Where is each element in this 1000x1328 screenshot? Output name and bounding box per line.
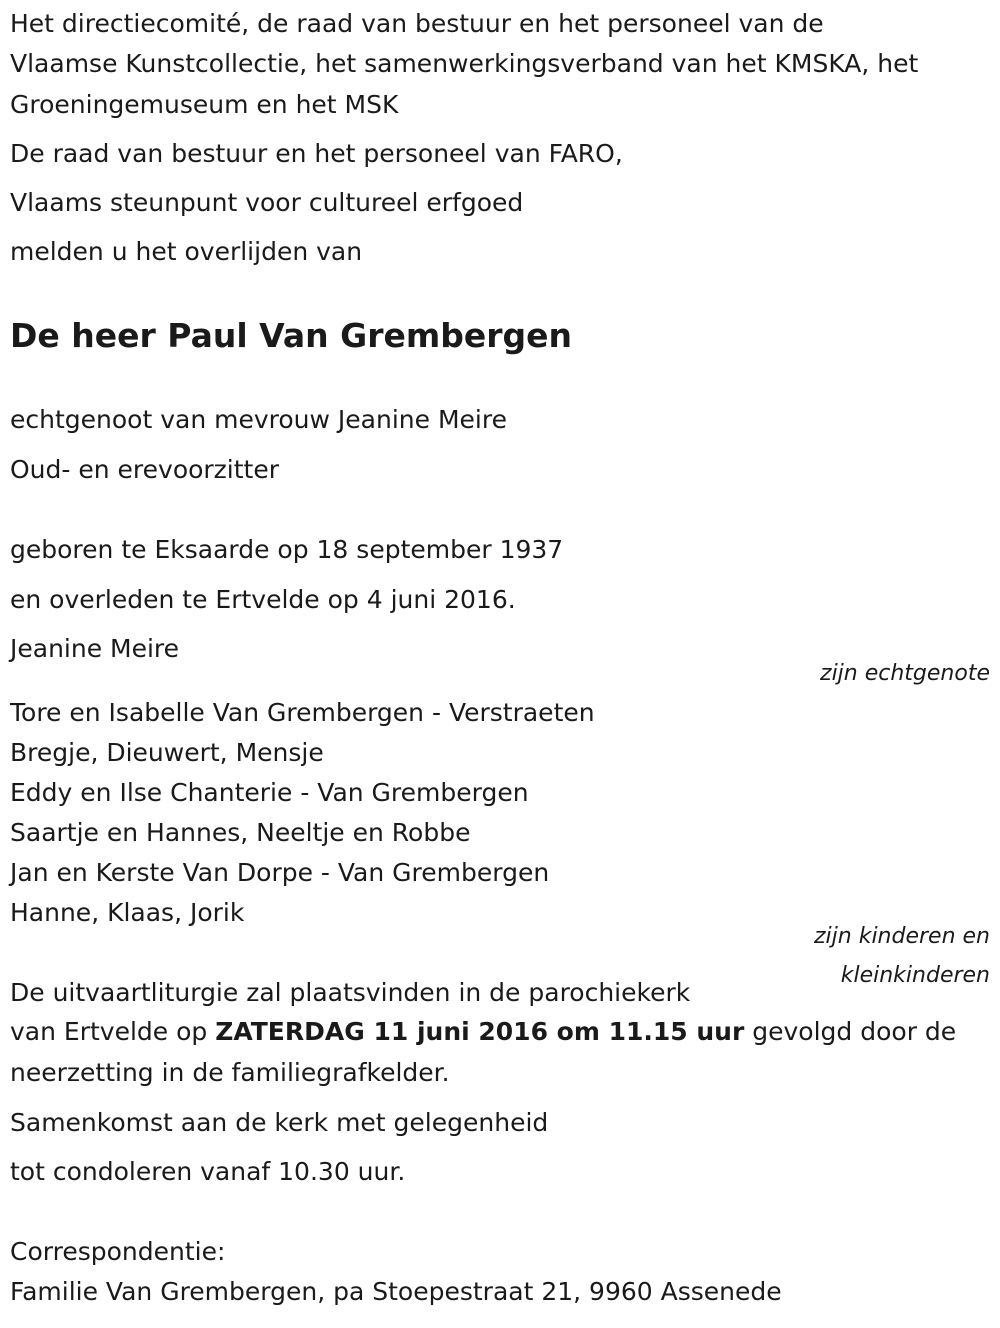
- funeral-date-time: ZATERDAG 11 juni 2016 om 11.15 uur: [215, 1017, 745, 1046]
- funeral-line-3: neerzetting in de familiegrafkelder.: [10, 1058, 450, 1087]
- role-line: Oud- en erevoorzitter: [10, 455, 280, 484]
- gathering-line-1: Samenkomst aan de kerk met gelegenheid: [10, 1108, 549, 1137]
- funeral-line-2-post: gevolgd door de: [744, 1017, 957, 1046]
- deceased-name: De heer Paul Van Grembergen: [10, 316, 573, 355]
- gathering-line-2: tot condoleren vanaf 10.30 uur.: [10, 1157, 406, 1186]
- children-line-1: Tore en Isabelle Van Grembergen - Verstraeten: [10, 698, 595, 727]
- funeral-line-2: [10, 1016, 956, 1048]
- intro-line-3: Groeningemuseum en het MSK: [10, 90, 399, 119]
- funeral-line-1: De uitvaartliturgie zal plaatsvinden in de parochiekerk: [10, 978, 691, 1007]
- intro-line-2: Vlaamse Kunstcollectie, het samenwerkingsverband van het KMSKA, het: [10, 49, 919, 78]
- intro-line-6: melden u het overlijden van: [10, 237, 363, 266]
- intro-line-1: Het directiecomité, de raad van bestuur en het personeel van de: [10, 9, 824, 38]
- died-line: en overleden te Ertvelde op 4 juni 2016.: [10, 585, 516, 614]
- correspondence-address: Familie Van Grembergen, pa Stoepestraat 21, 9960 Assenede: [10, 1277, 782, 1306]
- correspondence-label: Correspondentie:: [10, 1237, 226, 1266]
- children-line-4: Saartje en Hannes, Neeltje en Robbe: [10, 818, 471, 847]
- children-line-6: Hanne, Klaas, Jorik: [10, 898, 245, 927]
- intro-line-4: De raad van bestuur en het personeel van FARO,: [10, 139, 623, 168]
- funeral-line-2-pre: van Ertvelde op: [10, 1017, 216, 1046]
- children-label-1: zijn kinderen en: [814, 924, 990, 949]
- children-label-2: kleinkinderen: [840, 963, 990, 988]
- children-line-5: Jan en Kerste Van Dorpe - Van Grembergen: [10, 858, 550, 887]
- spouse-label: zijn echtgenote: [820, 661, 990, 686]
- children-line-2: Bregje, Dieuwert, Mensje: [10, 738, 324, 767]
- intro-line-5: Vlaams steunpunt voor cultureel erfgoed: [10, 188, 524, 217]
- children-line-3: Eddy en Ilse Chanterie - Van Grembergen: [10, 778, 529, 807]
- born-line: geboren te Eksaarde op 18 september 1937: [10, 535, 564, 564]
- spouse-name: Jeanine Meire: [10, 634, 180, 663]
- spouse-line: echtgenoot van mevrouw Jeanine Meire: [10, 405, 507, 434]
